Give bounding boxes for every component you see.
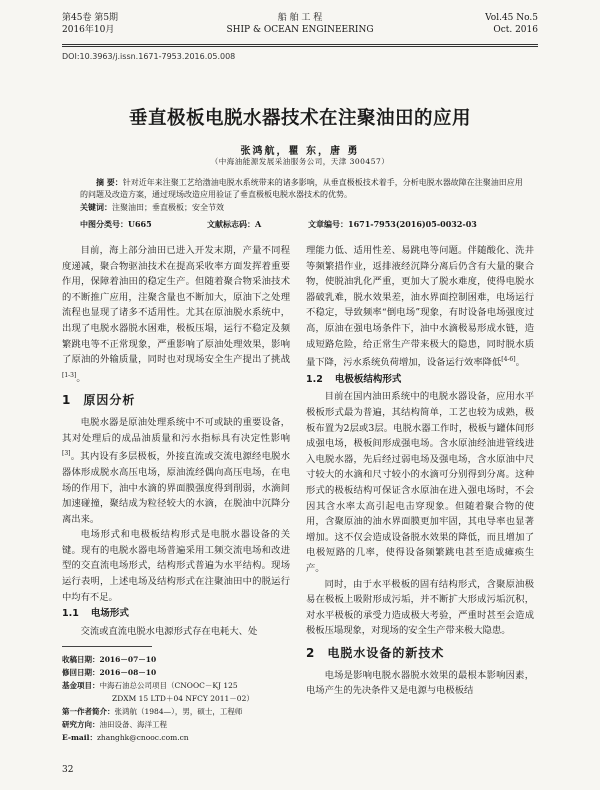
running-header: [62, 12, 538, 46]
affiliation: （中海油能源发展采油服务公司，天津 300457）: [210, 157, 390, 166]
section-1-1-heading: 1.1 电场形式: [62, 608, 129, 620]
clc-number: 中图分类号：U665: [80, 219, 152, 229]
section-2-heading: 2 电脱水设备的新技术: [306, 645, 445, 660]
section-1-2-heading: 1.2 电极板结构形式: [306, 373, 402, 385]
received-date: 收稿日期：2016－07－10: [62, 655, 157, 665]
section-1-paragraph-2: 电场形式和电极板结构形式是电脱水器设备的关键。现有的电脱水器电场普遍采用工频交流电场和改进型的交直流电场形式，结构形式普遍为水平结构。现场运行表明，上述电场及结构形式在注聚油田中的脱运行中均有不足。: [62, 529, 290, 603]
continued-paragraph: 理能力低、适用性差、易跳电等问题。伴随酸化、洗井等频繁措作业，返排液经沉降分离后仍含有大量的聚合物，使脱油乳化严重，更加大了脱水难度，使得电脱水器破乳难，脱水效果差，油水界面控制困难，电场运行不稳定，导致频率“倒电场”现象，有时设备电场强度过高，原油在强电场条件下，油中水滴极易形成水链，造成短路危险，给正常生产带来极大的隐患，同时脱水质量下降，污水系统负荷增加，设备运行效率降低[4-6]。: [306, 245, 534, 369]
section-1-paragraph-1: 电脱水器是原油处理系统中不可或缺的重要设备，其对处理后的成品油质量和污水指标具有决定性影响[3]。其内设有多层极板，外接直流或交流电源经电脱水器体形成脱水高压电场，原油流经偶向高压电场，在电场的作用下，油中水滴的界面膜强度得到削弱，水滴间加速碰撞，聚结成为粒径较大的水滴，在脱油中沉降分离出来。: [62, 417, 290, 525]
revised-date: 修回日期：2016－08－10: [62, 668, 157, 678]
research-direction: 研究方向：油田设备、海洋工程: [62, 720, 167, 730]
header-rule-thin: [62, 46, 538, 47]
intro-paragraph: 目前，海上部分油田已进入开发末期，产量不同程度递减，聚合物驱油技术在提高采收率方面发挥着重要作用，保障着油田的稳定生产。但随着聚合物采油技术的不断推广应用，注聚含量也不断加大，原油下之处理流程也显现了诸多不适用性。尤其在原油脱水系统中，出现了电脱水器脱水困难，极板压塌，运行不稳定及频繁跳电等不正常现象，严重影响了原油处理效果，影响了原油的外输质量，同时也对现场安全生产提出了挑战[1-3]。: [62, 245, 290, 384]
left-column: [62, 243, 290, 744]
journal-name-cn: 船 舶 工 程: [277, 13, 323, 23]
keywords-text: 注聚油田；垂直极板；安全节效: [112, 203, 224, 212]
section-1-heading: 1 原因分析: [62, 393, 136, 408]
fund-project: 基金项目：中海石油总公司项目（CNOOC－KJ 125 ZDXM 15 LTD＋04 NFCY 2011－02）: [62, 681, 254, 704]
article-title: 垂直极板电脱水器技术在注聚油田的应用: [128, 108, 471, 129]
abstract-label: 摘 要：: [96, 177, 123, 187]
abstract-text: 针对近年来注聚工艺给渤油电脱水系统带来的诸多影响，从垂直极板技术着手，分析电脱水器故障在注聚油田应用的问题及改造方案，通过现场改造应用验证了垂直极板电脱水器技术的优势。: [80, 178, 523, 199]
keywords: [80, 201, 224, 214]
intro-ref: [1-3]: [62, 371, 77, 379]
date-en: Oct. 2016: [493, 25, 538, 35]
keywords-label: 关键词：: [80, 202, 112, 212]
abstract: [80, 176, 525, 201]
author-email: E-mail：zhanghk@cnooc.com.cn: [62, 733, 189, 743]
volume-issue-en: Vol.45 No.5: [485, 13, 538, 23]
header-right: [485, 12, 538, 36]
page-number: 32: [62, 765, 74, 775]
footnote-divider: [62, 646, 152, 647]
date-cn: 2016年10月: [62, 25, 115, 35]
section-1-2-paragraph-2: 同时，由于水平极板的固有结构形式，含聚原油极易在极板上吸附形成污垢，并不断扩大形成污垢沉积，对水平极板的承受力造成极大考验，严重时甚至会造成极板压塌现象，对现场的安全生产带来极大隐患。: [306, 578, 534, 637]
volume-issue-cn: 第45卷 第5期: [62, 13, 119, 23]
authors: 张鸿航，瞿 东，唐 勇: [240, 146, 360, 157]
right-column: [306, 243, 534, 699]
document-code: 文献标志码：A: [207, 219, 262, 229]
section-2-paragraph: 电场是影响电脱水器脱水效果的最根本影响因素，电场产生的先决条件又是电源与电极板结: [306, 669, 534, 697]
article-number: 文章编号：1671-7953(2016)05-0032-03: [308, 219, 477, 229]
header-center: [62, 12, 538, 36]
section-1-2-paragraph-1: 目前在国内油田系统中的电脱水器设备，应用水平极板形式最为普遍，其结构简单，工艺也较为成熟，极板布置为2层或3层。电脱水器工作时，极板与罐体间形成强电场，极板间形成强电场。含水原油经油进管线进入电脱水器，先后经过弱电场及强电场，含水原油中尺寸较大的水滴和尺寸较小的水滴可分别得到分离。这种形式的极板结构可保证含水原油在进入强电场时，不会因其含水率太高引起电击穿现象。但随着聚合物的使用，含聚原油的油水界面膜更加牢固，其电导率也显著增加。这不仅会造成设备脱水效果的降低，而且增加了电极短路的几率，使得设备频繁跳电甚至造成瘫痪生产。: [306, 391, 534, 574]
section-1-1-paragraph: 交流或直流电脱水电源形式存在电耗大、处: [80, 625, 258, 637]
header-rule: [62, 44, 538, 45]
author-bio: 第一作者简介：张鸿航（1984—），男，硕士，工程师: [62, 707, 243, 717]
footnote: [62, 653, 290, 744]
doi: DOI:10.3963/j.issn.1671-7953.2016.05.008: [62, 52, 236, 61]
journal-name-en: SHIP & OCEAN ENGINEERING: [226, 25, 374, 35]
